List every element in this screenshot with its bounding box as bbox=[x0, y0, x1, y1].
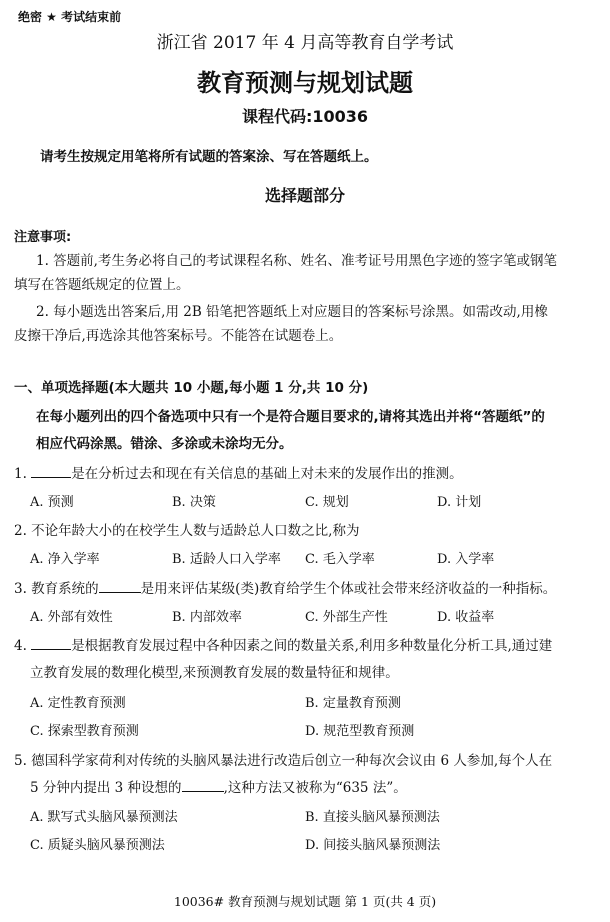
part1-heading: 一、单项选择题(本大题共 10 小题,每小题 1 分,共 10 分) bbox=[14, 380, 369, 396]
question-number: 4. bbox=[14, 638, 27, 654]
question-1 bbox=[14, 462, 463, 482]
page-footer: 10036# 教育预测与规划试题 第 1 页(共 4 页) bbox=[173, 894, 437, 909]
answer-blank bbox=[31, 465, 71, 478]
paper-title: 教育预测与规划试题 bbox=[197, 69, 413, 97]
q5-option-c: C. 质疑头脑风暴预测法 bbox=[30, 838, 165, 853]
q1-option-a: A. 预测 bbox=[30, 495, 74, 510]
note-1-line-1: 1. 答题前,考生务必将自己的考试课程名称、姓名、准考证号用黑色字迹的签字笔或钢笔 bbox=[36, 253, 557, 269]
q3-option-c: C. 外部生产性 bbox=[305, 610, 388, 625]
secret-label: 绝密 ★ 考试结束前 bbox=[18, 10, 122, 24]
question-3 bbox=[14, 577, 556, 597]
note-1-line-2: 填写在答题纸规定的位置上。 bbox=[14, 277, 190, 293]
q5-option-a: A. 默写式头脑风暴预测法 bbox=[30, 810, 178, 825]
question-4-line-2: 立教育发展的数理化模型,来预测教育发展的数量特征和规律。 bbox=[30, 665, 399, 681]
answer-blank bbox=[31, 637, 71, 650]
q4-option-d: D. 规范型教育预测 bbox=[305, 724, 415, 739]
q2-option-b: B. 适龄人口入学率 bbox=[172, 552, 281, 567]
q3-option-d: D. 收益率 bbox=[437, 610, 495, 625]
question-text-after: ,这种方法又被称为“635 法”。 bbox=[223, 780, 407, 796]
course-code: 课程代码:10036 bbox=[241, 107, 369, 126]
q2-option-c: C. 毛入学率 bbox=[305, 552, 375, 567]
part1-desc-line-1: 在每小题列出的四个备选项中只有一个是符合题目要求的,请将其选出并将“答题纸”的 bbox=[36, 409, 545, 425]
answer-blank bbox=[99, 580, 141, 593]
part1-desc-line-2: 相应代码涂黑。错涂、多涂或未涂均无分。 bbox=[36, 436, 293, 452]
question-5: 5. 德国科学家荷利对传统的头脑风暴法进行改造后创立一种每次会议由 6 人参加,每个人在 bbox=[14, 753, 553, 769]
question-text-before: 5 分钟内提出 3 种设想的 bbox=[30, 780, 182, 796]
question-text: 是在分析过去和现在有关信息的基础上对未来的发展作出的推测。 bbox=[71, 466, 463, 482]
question-number: 1. bbox=[14, 466, 27, 482]
q4-option-b: B. 定量教育预测 bbox=[305, 696, 401, 711]
question-text-before: 3. 教育系统的 bbox=[14, 581, 99, 597]
q2-option-d: D. 入学率 bbox=[437, 552, 495, 567]
q4-option-c: C. 探索型教育预测 bbox=[30, 724, 139, 739]
general-instruction: 请考生按规定用笔将所有试题的答案涂、写在答题纸上。 bbox=[40, 149, 378, 165]
q4-option-a: A. 定性教育预测 bbox=[30, 696, 126, 711]
q1-option-b: B. 决策 bbox=[172, 495, 216, 510]
q5-option-b: B. 直接头脑风暴预测法 bbox=[305, 810, 440, 825]
question-text: 是根据教育发展过程中各种因素之间的数量关系,利用多种数量化分析工具,通过建 bbox=[71, 638, 553, 654]
question-2: 2. 不论年龄大小的在校学生人数与适龄总人口数之比,称为 bbox=[14, 523, 360, 539]
q2-option-a: A. 净入学率 bbox=[30, 552, 100, 567]
q1-option-c: C. 规划 bbox=[305, 495, 349, 510]
exam-title: 浙江省 2017 年 4 月高等教育自学考试 bbox=[156, 33, 454, 53]
answer-blank bbox=[182, 779, 224, 792]
question-4 bbox=[14, 634, 552, 654]
question-text-after: 是用来评估某级(类)教育给学生个体或社会带来经济收益的一种指标。 bbox=[140, 581, 557, 597]
note-2-line-1: 2. 每小题选出答案后,用 2B 铅笔把答题纸上对应题目的答案标号涂黑。如需改动,用橡 bbox=[36, 304, 548, 320]
q3-option-a: A. 外部有效性 bbox=[30, 610, 113, 625]
q3-option-b: B. 内部效率 bbox=[172, 610, 242, 625]
section-title: 选择题部分 bbox=[264, 186, 345, 205]
question-5-line-2 bbox=[30, 776, 407, 796]
q5-option-d: D. 间接头脑风暴预测法 bbox=[305, 838, 441, 853]
q1-option-d: D. 计划 bbox=[437, 495, 482, 510]
note-2-line-2: 皮擦干净后,再选涂其他答案标号。不能答在试题卷上。 bbox=[14, 328, 343, 344]
notes-heading: 注意事项: bbox=[14, 230, 72, 245]
